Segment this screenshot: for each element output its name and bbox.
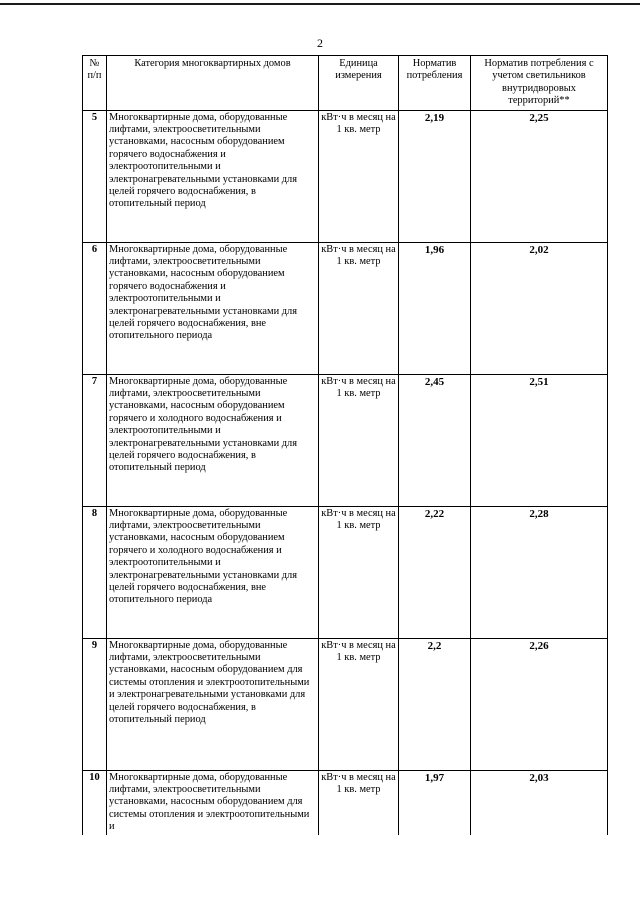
row-unit: кВт·ч в месяц на 1 кв. метр (319, 638, 399, 770)
row-norm-lighting: 2,51 (471, 374, 608, 506)
header-norm: Норматив потребления (399, 56, 471, 111)
row-norm-lighting: 2,25 (471, 110, 608, 242)
table-row (83, 374, 608, 506)
row-num: 7 (83, 374, 107, 506)
row-category: Многоквартирные дома, оборудованные лифтами, электроосветительными установками, насосным оборудованием горячего и холодного водоснабжения и электроотопительными и электронагревательными установками для целей горячего водоснабжения, вне отопительного периода (107, 506, 319, 638)
row-norm-lighting: 2,28 (471, 506, 608, 638)
row-unit: кВт·ч в месяц на 1 кв. метр (319, 506, 399, 638)
row-norm-lighting: 2,02 (471, 242, 608, 374)
table-row (83, 110, 608, 242)
table-row (83, 242, 608, 374)
row-norm: 2,19 (399, 110, 471, 242)
table-header-row (83, 56, 608, 111)
row-num: 6 (83, 242, 107, 374)
table-row (83, 638, 608, 770)
row-norm: 2,22 (399, 506, 471, 638)
row-category: Многоквартирные дома, оборудованные лифтами, электроосветительными установками, насосным оборудованием горячего водоснабжения и электроотопительными и электронагревательными установками для целей горячего водоснабжения, вне отопительного периода (107, 242, 319, 374)
header-category: Категория многоквартирных домов (107, 56, 319, 111)
row-category: Многоквартирные дома, оборудованные лифтами, электроосветительными установками, насосным оборудованием для системы отопления и электроотопительными и (107, 770, 319, 835)
row-norm-lighting: 2,26 (471, 638, 608, 770)
header-norm-lighting: Норматив потребления с учетом светильников внутридворовых территорий** (471, 56, 608, 111)
header-num: № п/п (83, 56, 107, 111)
row-unit: кВт·ч в месяц на 1 кв. метр (319, 374, 399, 506)
table-row (83, 770, 608, 835)
table-row (83, 506, 608, 638)
row-unit: кВт·ч в месяц на 1 кв. метр (319, 770, 399, 835)
row-category: Многоквартирные дома, оборудованные лифтами, электроосветительными установками, насосным оборудованием горячего водоснабжения и электроотопительными и электронагревательными установками для целей горячего водоснабжения, в отопительный период (107, 110, 319, 242)
row-norm: 2,2 (399, 638, 471, 770)
row-category: Многоквартирные дома, оборудованные лифтами, электроосветительными установками, насосным оборудованием горячего и холодного водоснабжения и электроотопительными и электронагревательными установками для целей горячего водоснабжения, в отопительный период (107, 374, 319, 506)
page-number: 2 (317, 36, 323, 50)
scan-edge-line (0, 3, 640, 5)
row-norm: 2,45 (399, 374, 471, 506)
row-unit: кВт·ч в месяц на 1 кв. метр (319, 110, 399, 242)
row-norm-lighting: 2,03 (471, 770, 608, 835)
row-num: 9 (83, 638, 107, 770)
row-norm: 1,97 (399, 770, 471, 835)
row-num: 10 (83, 770, 107, 835)
row-num: 5 (83, 110, 107, 242)
row-norm: 1,96 (399, 242, 471, 374)
consumption-norms-table (82, 55, 608, 835)
header-unit: Единица измерения (319, 56, 399, 111)
row-unit: кВт·ч в месяц на 1 кв. метр (319, 242, 399, 374)
row-num: 8 (83, 506, 107, 638)
row-category: Многоквартирные дома, оборудованные лифтами, электроосветительными установками, насосным оборудованием для системы отопления и электроотопительными и электронагревательными установками для целей горячего водоснабжения, в отопительный период (107, 638, 319, 770)
